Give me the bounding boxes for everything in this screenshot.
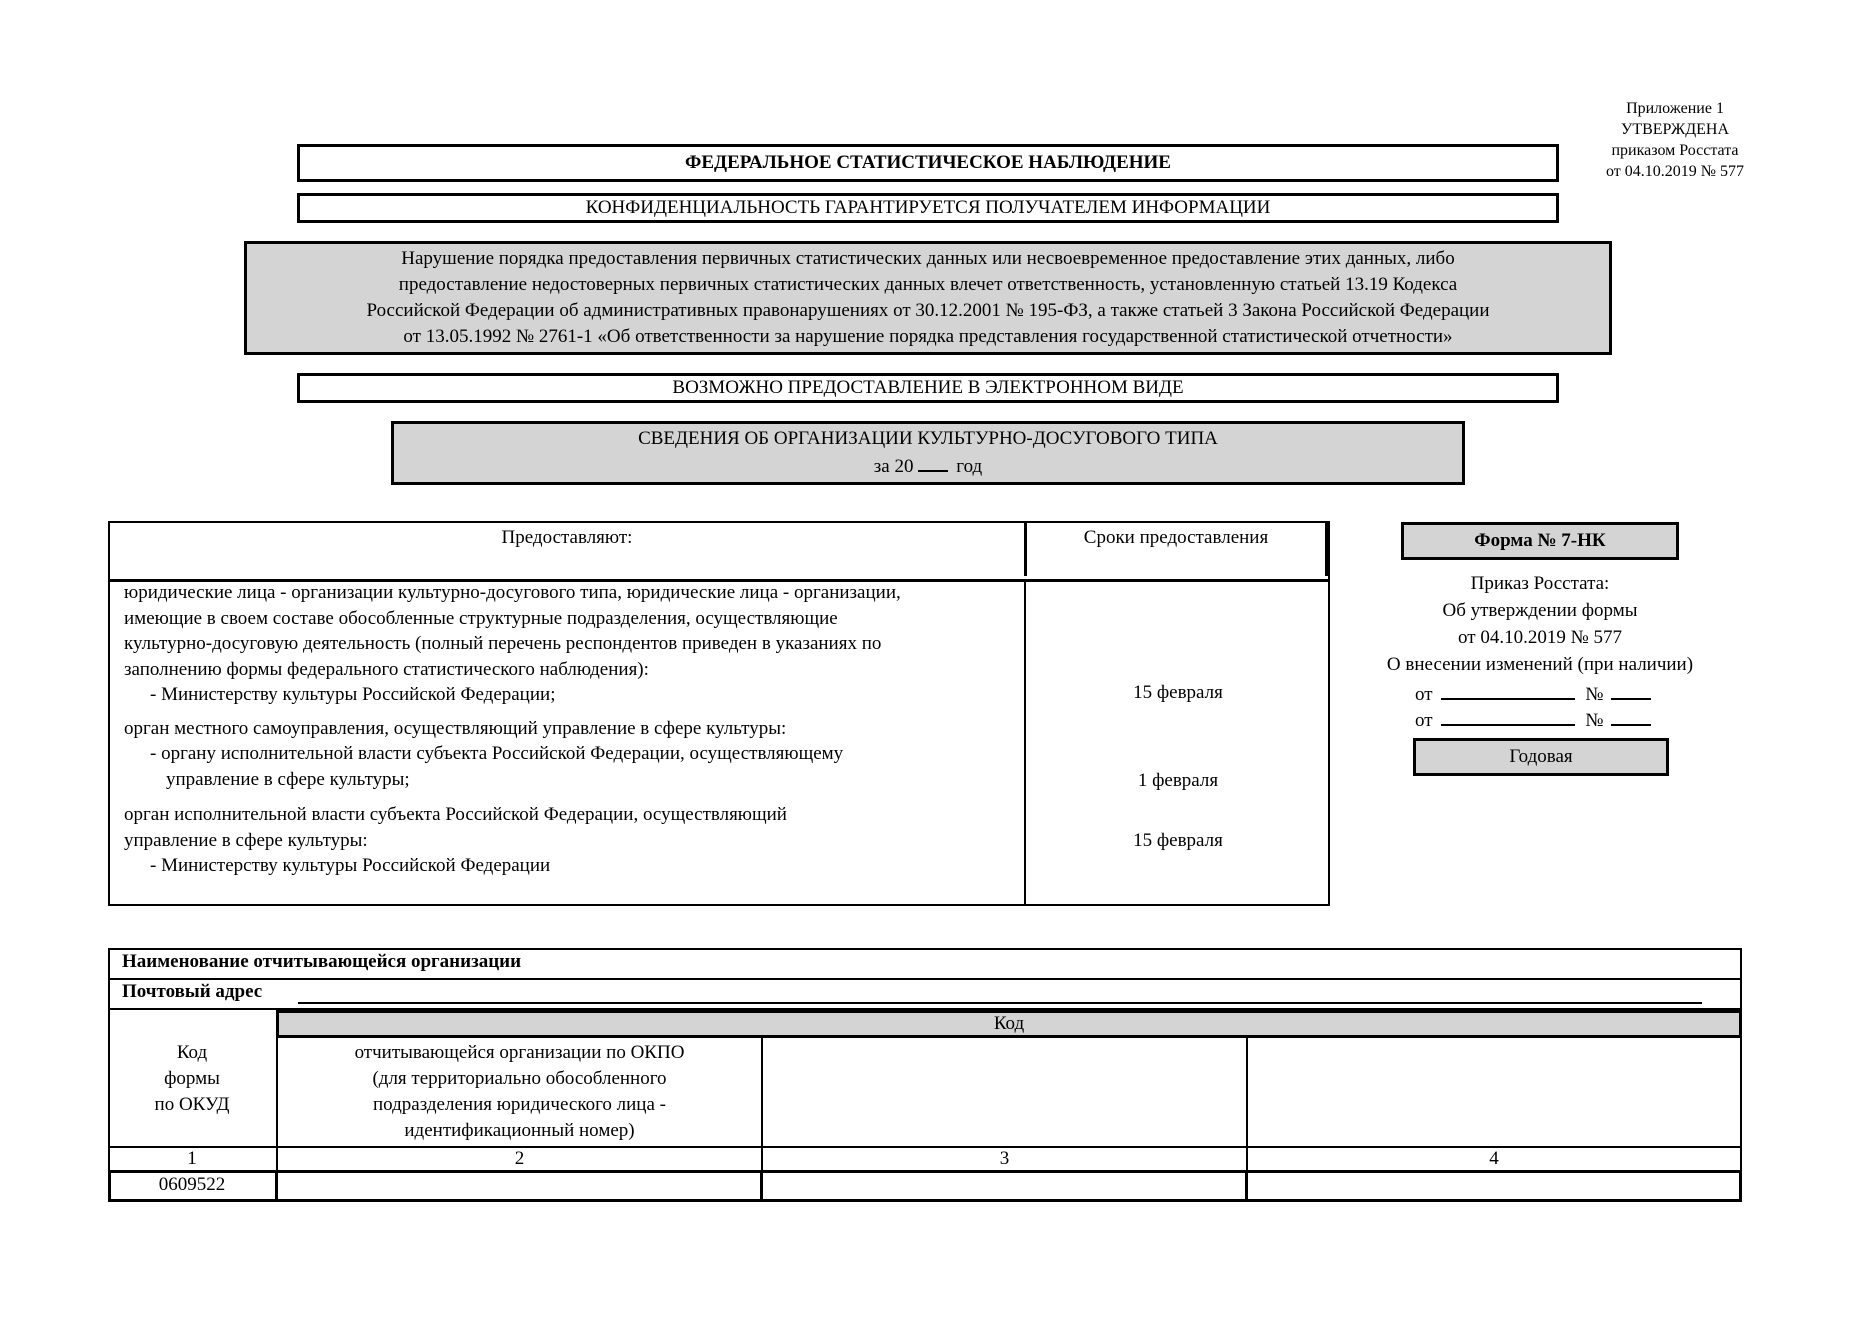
year-blank[interactable] [918, 452, 948, 472]
submitter-line: управление в сфере культуры: [124, 830, 368, 851]
approval-line: приказом Росстата [1611, 142, 1739, 159]
order-block [1340, 570, 1740, 678]
okpo-label [278, 1040, 761, 1144]
warning-line: Российской Федерации об административных правонарушениях от 30.12.2001 № 195-ФЗ, а также статьей 3 Закона Российской Федерации [366, 300, 1490, 321]
okud-label-line: Код [176, 1042, 208, 1063]
order-line: Об утверждении формы [1442, 600, 1638, 621]
column-divider [1024, 579, 1026, 906]
code-header: Код [276, 1010, 1742, 1038]
okud-label-line: формы [164, 1068, 220, 1089]
okpo-label-line: идентификационный номер) [404, 1120, 635, 1141]
order-line: от 04.10.2019 № 577 [1458, 627, 1622, 648]
report-year [874, 452, 982, 480]
electronic-submission-notice: ВОЗМОЖНО ПРЕДОСТАВЛЕНИЕ В ЭЛЕКТРОННОМ ВИДЕ [297, 373, 1559, 403]
table-border [1740, 948, 1742, 1202]
okpo-label-line: отчитывающейся организации по ОКПО [354, 1042, 685, 1063]
submitters-table [108, 521, 1330, 906]
approval-block [1560, 98, 1790, 182]
submitter-line: орган исполнительной власти субъекта Российской Федерации, осуществляющий [124, 804, 787, 825]
confidentiality-notice: КОНФИДЕНЦИАЛЬНОСТЬ ГАРАНТИРУЕТСЯ ПОЛУЧАТЕЛЕМ ИНФОРМАЦИИ [297, 193, 1559, 223]
approval-line: УТВЕРЖДЕНА [1620, 121, 1729, 138]
amendment-number-field[interactable] [1611, 680, 1651, 700]
submitter-line: управление в сфере культуры; [166, 769, 410, 790]
report-title-box [391, 421, 1465, 485]
ot-label: от [1415, 684, 1433, 705]
year-suffix: год [956, 456, 983, 477]
order-line: Приказ Росстата: [1470, 573, 1610, 594]
deadlines-column-header: Сроки предоставления [1024, 523, 1328, 576]
submitter-line: - Министерству культуры Российской Федерации; [150, 684, 556, 705]
table-border [108, 948, 1742, 950]
column-number: 3 [999, 1148, 1010, 1169]
no-label: № [1585, 684, 1604, 705]
table-border [108, 978, 1742, 980]
postal-address-field[interactable] [298, 1002, 1702, 1004]
submitter-line: имеющие в своем составе обособленные структурные подразделения, осуществляющие [124, 608, 838, 629]
approval-line: Приложение 1 [1626, 100, 1724, 117]
column-number: 4 [1489, 1148, 1499, 1169]
code-field-4[interactable] [1248, 1173, 1738, 1199]
amendment-line [1415, 680, 1651, 706]
amendment-line [1415, 706, 1651, 732]
deadline: 1 февраля [1137, 770, 1219, 791]
order-line: О внесении изменений (при наличии) [1386, 654, 1694, 675]
code-field-3[interactable] [763, 1173, 1245, 1199]
approval-line: от 04.10.2019 № 577 [1605, 163, 1745, 180]
submitter-line: юридические лица - организации культурно-досугового типа, юридические лица - организации, [124, 582, 901, 603]
column-number: 2 [514, 1148, 525, 1169]
amendment-date-field[interactable] [1441, 680, 1575, 700]
submitters-column-header: Предоставляют: [501, 527, 633, 548]
federal-observation-title: ФЕДЕРАЛЬНОЕ СТАТИСТИЧЕСКОЕ НАБЛЮДЕНИЕ [297, 144, 1559, 182]
okpo-code-field[interactable] [278, 1173, 760, 1199]
okud-code: 0609522 [158, 1174, 226, 1195]
submitter-line: культурно-досуговую деятельность (полный перечень респондентов приведен в указаниях по [124, 633, 882, 654]
org-name-label: Наименование отчитывающейся организации [122, 951, 522, 972]
organization-table [108, 948, 1742, 1202]
year-prefix: за 20 [873, 456, 914, 477]
warning-line: от 13.05.1992 № 2761-1 «Об ответственности за нарушение порядка представления государственной статистической отчетности» [403, 326, 1453, 347]
warning-line: Нарушение порядка предоставления первичных статистических данных или несвоевременное предоставление этих данных, либо [401, 248, 1455, 269]
submitter-line: заполнению формы федерального статистического наблюдения): [124, 659, 649, 680]
amendment-number-field[interactable] [1611, 706, 1651, 726]
warning-line: предоставление недостоверных первичных статистических данных влечет ответственность, установленную статьей 13.19 Кодекса [398, 274, 1458, 295]
no-label: № [1585, 710, 1604, 731]
submitter-line: орган местного самоуправления, осуществляющий управление в сфере культуры: [124, 718, 787, 739]
form-number: Форма № 7-НК [1401, 522, 1679, 560]
deadline: 15 февраля [1133, 682, 1223, 703]
okud-label-line: по ОКУД [154, 1094, 230, 1115]
column-number: 1 [187, 1148, 197, 1169]
periodicity-box: Годовая [1413, 738, 1669, 776]
deadline: 15 февраля [1133, 830, 1223, 851]
submitter-line: - Министерству культуры Российской Федерации [150, 855, 551, 876]
liability-warning [244, 241, 1612, 355]
postal-address-label: Почтовый адрес [122, 981, 263, 1002]
submitter-line: - органу исполнительной власти субъекта Российской Федерации, осуществляющему [150, 743, 844, 764]
okud-label [108, 1040, 276, 1118]
ot-label: от [1415, 710, 1433, 731]
report-title: СВЕДЕНИЯ ОБ ОРГАНИЗАЦИИ КУЛЬТУРНО-ДОСУГОВОГО ТИПА [638, 428, 1218, 449]
okpo-label-line: подразделения юридического лица - [373, 1094, 666, 1115]
submitters-header [110, 523, 1328, 582]
okpo-label-line: (для территориально обособленного [372, 1068, 667, 1089]
amendment-date-field[interactable] [1441, 706, 1575, 726]
